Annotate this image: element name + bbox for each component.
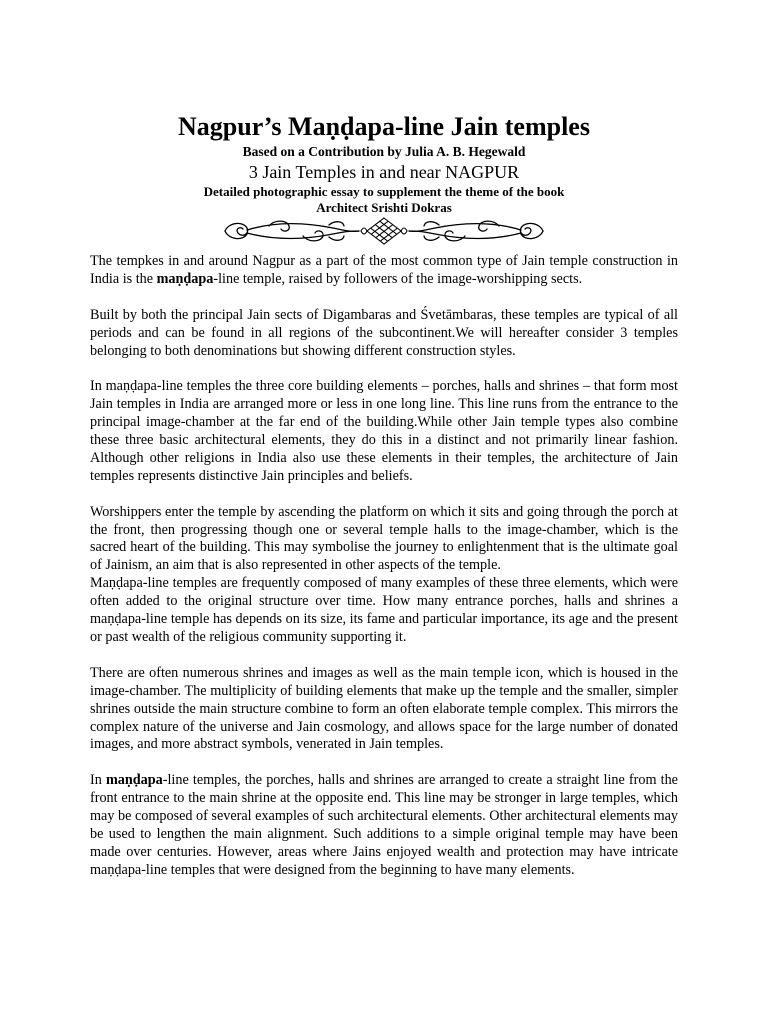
body-text [90, 253, 678, 898]
decorative-scroll-divider-icon [213, 216, 555, 246]
architect-credit: Architect Srishti Dokras [316, 200, 452, 215]
paragraph-6: There are often numerous shrines and images as well as the main temple icon, which is housed in the image-chamber. The multiplicity of building elements that make up the temple and the smaller, simpler shrines outside the main structure combine to form an often elaborate temple complex. This mirrors the complex nature of the universe and Jain cosmology, and allows space for the large number of donated images, and more abstract symbols, venerated in Jain temples. [90, 664, 678, 753]
contribution-line: Based on a Contribution by Julia A. B. Hegewald [242, 144, 526, 159]
paragraph-2: Built by both the principal Jain sects of Digambaras and Śvetāmbaras, these temples are typical of all periods and can be found in all regions of the subcontinent.We will hereafter consider 3 temples belonging to both denominations but showing different construction styles. [90, 306, 678, 359]
paragraph-4: Worshippers enter the temple by ascending the platform on which it sits and going through the porch at the front, then progressing though one or several temple halls to the image-chamber, which is the sacred heart of the building. This may symbolise the journey to enlightenment that is the ultimate goal of Jainism, an aim that is also represented in other aspects of the temple. [90, 503, 678, 574]
paragraph-7: In maṇḍapa-line temples, the porches, halls and shrines are arranged to create a straight line from the front entrance to the main shrine at the opposite end. This line may be stronger in large temples, which may be composed of several examples of such architectural elements. Other architectural elements may be used to lengthen the main alignment. Such additions to a simple original temple may have been made over centuries. However, areas where Jains enjoyed wealth and protection may have intricate maṇḍapa-line temples that were designed from the beginning to have many elements. [90, 772, 678, 878]
paragraph-1: The tempkes in and around Nagpur as a part of the most common type of Jain temple construction in India is the maṇḍapa-line temple, raised by followers of the image-worshipping sects. [90, 253, 678, 287]
essay-note: Detailed photographic essay to supplement the theme of the book [203, 184, 565, 199]
paragraph-5: Maṇḍapa-line temples are frequently composed of many examples of these three elements, which were often added to the original structure over time. How many entrance porches, halls and shrines a maṇḍapa-line temple has depends on its size, its fame and particular importance, its age and the present or past wealth of the religious community supporting it. [90, 575, 678, 645]
document-header [0, 112, 768, 216]
subtitle: 3 Jain Temples in and near NAGPUR [248, 162, 520, 182]
page-title: Nagpur’s Maṇḍapa-line Jain temples [178, 112, 590, 141]
paragraph-3: In maṇḍapa-line temples the three core building elements – porches, halls and shrines – that form most Jain temples in India are arranged more or less in one long line. This line runs from the entrance to the principal image-chamber at the far end of the building.While other Jain temple types also combine these three basic architectural elements, they do this in a distinct and not primarily linear fashion. Although other religions in India also use these elements in their temples, the architecture of Jain temples represents distinctive Jain principles and beliefs. [90, 378, 678, 484]
